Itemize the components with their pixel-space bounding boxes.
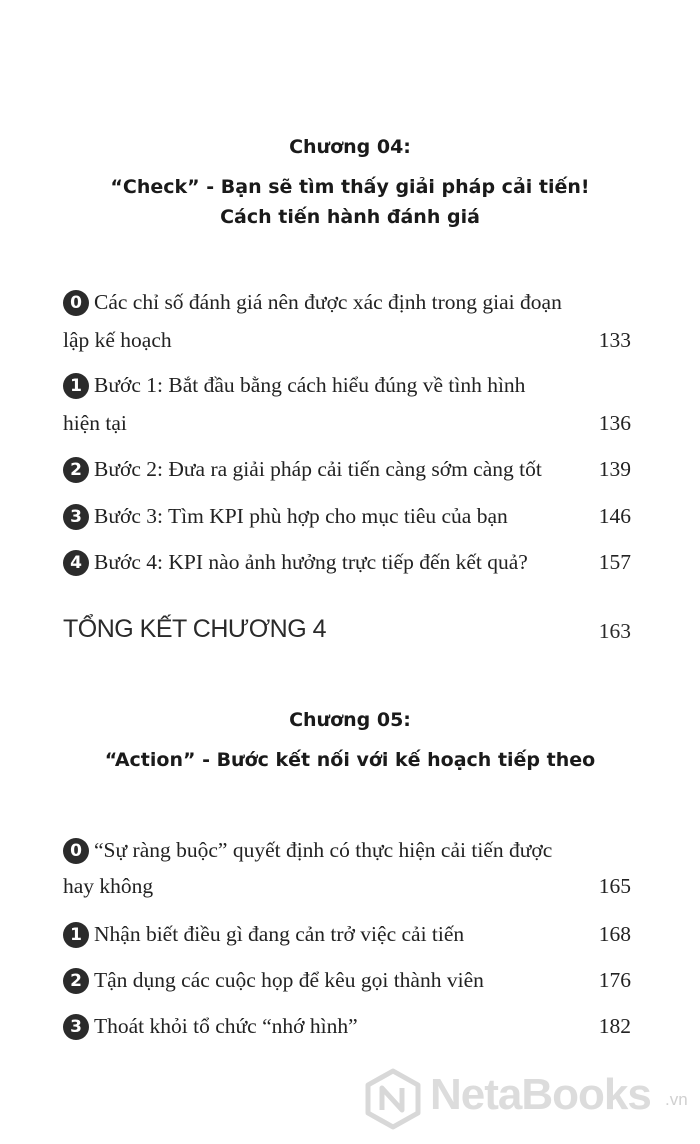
entry-title-continued: hay không	[63, 874, 154, 898]
entry-page-number: 133	[598, 328, 631, 352]
entry-number-badge: 4	[63, 550, 89, 576]
toc-entry[interactable]	[63, 504, 631, 534]
entry-page-number: 146	[598, 504, 631, 528]
entry-number-badge: 3	[63, 1014, 89, 1040]
entry-number-badge: 3	[63, 504, 89, 530]
chapter-4-title-line-1: “Check” - Bạn sẽ tìm thấy giải pháp cải tiến!	[110, 176, 590, 198]
chapter-4-summary[interactable]	[63, 615, 631, 651]
entry-title: Bước 2: Đưa ra giải pháp cải tiến càng sớm càng tốt	[94, 457, 542, 481]
entry-page-number: 168	[598, 922, 631, 946]
entry-number-badge: 2	[63, 457, 89, 483]
entry-page-number: 165	[598, 874, 631, 898]
summary-label: TỔNG KẾT CHƯƠNG 4	[63, 615, 327, 643]
toc-entry[interactable]	[63, 968, 631, 998]
toc-entry[interactable]	[63, 457, 631, 487]
entry-number-badge: 0	[63, 838, 89, 864]
toc-entry[interactable]	[63, 922, 631, 952]
entry-number-badge: 0	[63, 290, 89, 316]
toc-entry[interactable]	[63, 1014, 631, 1044]
entry-number-badge: 1	[63, 922, 89, 948]
entry-page-number: 157	[598, 550, 631, 574]
watermark-tld: .vn	[665, 1090, 688, 1109]
entry-title: Bước 1: Bắt đầu bằng cách hiểu đúng về tình hình	[94, 373, 526, 397]
entry-page-number: 182	[598, 1014, 631, 1038]
entry-title: Tận dụng các cuộc họp để kêu gọi thành viên	[94, 968, 484, 992]
entry-number-badge: 1	[63, 373, 89, 399]
entry-title: “Sự ràng buộc” quyết định có thực hiện cải tiến được	[94, 838, 553, 862]
summary-page-number: 163	[598, 619, 631, 643]
chapter-5-label: Chương 05:	[289, 709, 411, 731]
entry-page-number: 176	[598, 968, 631, 992]
entry-title: Các chỉ số đánh giá nên được xác định trong giai đoạn	[94, 290, 562, 314]
toc-entry[interactable]	[63, 373, 631, 443]
entry-title-continued: hiện tại	[63, 411, 127, 435]
entry-page-number: 139	[598, 457, 631, 481]
toc-entry[interactable]	[63, 290, 631, 360]
chapter-4-label: Chương 04:	[289, 136, 411, 158]
entry-page-number: 136	[598, 411, 631, 435]
toc-entry[interactable]	[63, 838, 631, 908]
netabooks-watermark	[362, 1068, 692, 1128]
entry-title: Nhận biết điều gì đang cản trở việc cải tiến	[94, 922, 465, 946]
entry-title: Thoát khỏi tổ chức “nhớ hình”	[94, 1014, 358, 1038]
netabooks-logo-icon	[362, 1068, 424, 1130]
toc-entry[interactable]	[63, 550, 631, 580]
entry-title: Bước 4: KPI nào ảnh hưởng trực tiếp đến kết quả?	[94, 550, 528, 574]
chapter-5-title: “Action” - Bước kết nối với kế hoạch tiếp theo	[104, 749, 596, 771]
chapter-4-title-line-2: Cách tiến hành đánh giá	[220, 206, 480, 228]
entry-title: Bước 3: Tìm KPI phù hợp cho mục tiêu của bạn	[94, 504, 508, 528]
entry-title-continued: lập kế hoạch	[63, 328, 172, 352]
entry-number-badge: 2	[63, 968, 89, 994]
watermark-brand: NetaBooks	[430, 1070, 651, 1119]
